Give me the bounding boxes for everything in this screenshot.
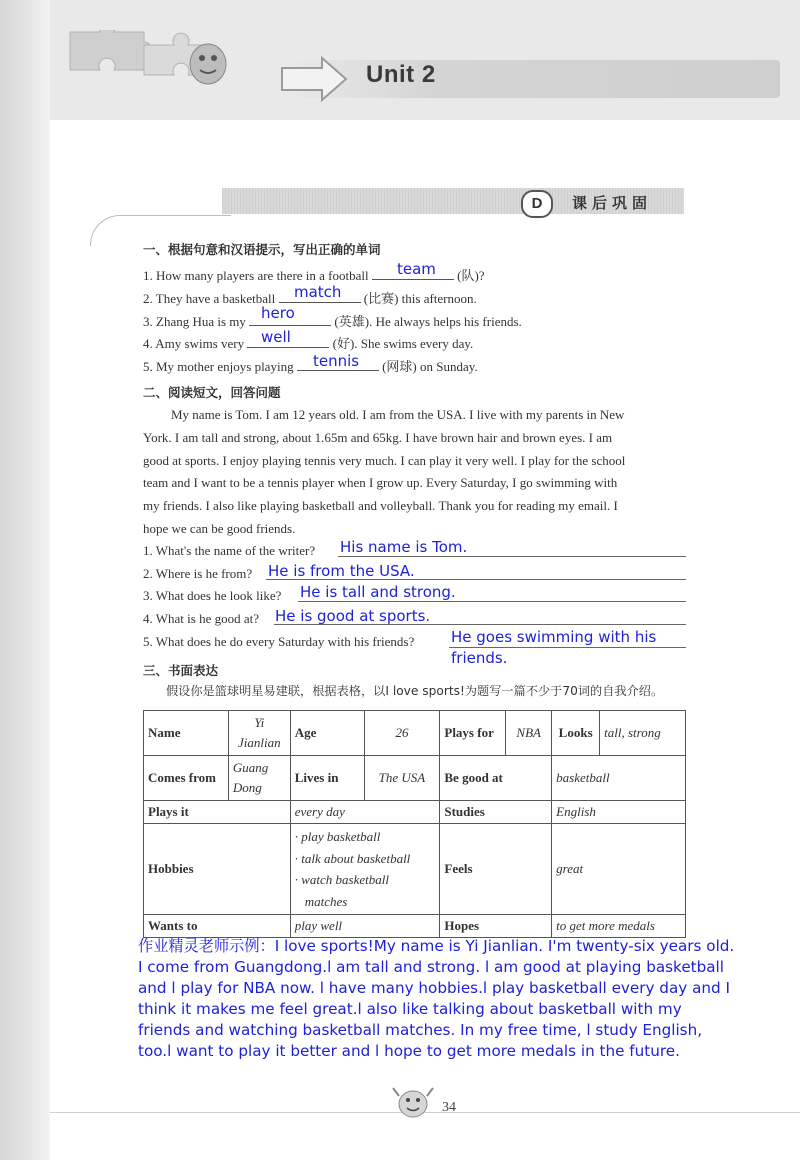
hobbies-value: [290, 824, 440, 915]
answer-5-continued: friends.: [451, 649, 508, 667]
age-value: 26: [364, 711, 440, 756]
fill-blank-item-1: 1. How many players are there in a football (队)?: [143, 265, 485, 284]
fill-blank-answer-1: team: [397, 260, 436, 278]
plays-for-value: NBA: [506, 711, 552, 756]
question-1: 1. What's the name of the writer?: [143, 543, 316, 558]
passage-line-1: My name is Tom. I am 12 years old. I am from the USA. I live with my parents in New: [171, 407, 625, 422]
page-number: 34: [442, 1100, 456, 1115]
question-5: 5. What does he do every Saturday with his friends?: [143, 634, 415, 649]
name-label: Name: [144, 711, 229, 756]
question-2: 2. Where is he from?: [143, 566, 253, 581]
answer-5: He goes swimming with his: [451, 628, 657, 646]
fill-blank-item-2: 2. They have a basketball (比赛) this afternoon.: [143, 288, 477, 307]
hobby-item: · watch basketball: [294, 872, 389, 887]
wants-to-label: Wants to: [144, 915, 291, 938]
answer-line-3: [298, 601, 686, 602]
looks-label: Looks: [552, 711, 600, 756]
hobby-item: · talk about basketball: [294, 850, 411, 866]
hobbies-label: Hobbies: [144, 824, 291, 915]
hobby-item: · play basketball: [294, 829, 381, 844]
answer-line-5: [449, 647, 686, 648]
fill-blank-answer-2: match: [294, 283, 342, 301]
table-row: [144, 915, 686, 938]
question-4: 4. What is he good at?: [143, 611, 260, 626]
fill-blank-item-4: 4. Amy swims very (好). She swims every day.: [143, 333, 473, 352]
comes-from-value: Guang Dong: [228, 756, 290, 801]
table-row: [144, 756, 686, 801]
looks-value: tall, strong: [600, 711, 686, 756]
part1-heading: 一、根据句意和汉语提示，写出正确的单词: [143, 242, 381, 257]
lives-in-value: The USA: [364, 756, 440, 801]
reading-passage: [143, 404, 688, 541]
passage-line-6: hope we can be good friends.: [143, 520, 296, 536]
passage-line-2: York. I am tall and strong, about 1.65m and 65kg. I have brown hair and brown eyes. I am: [143, 429, 613, 445]
section-title: 课后巩固: [572, 194, 653, 212]
plays-it-value: every day: [290, 801, 440, 824]
answer-3: He is tall and strong.: [300, 583, 456, 601]
studies-label: Studies: [440, 801, 552, 824]
comes-from-label: Comes from: [144, 756, 229, 801]
good-at-label: Be good at: [440, 756, 552, 801]
studies-value: English: [552, 801, 686, 824]
answer-2: He is from the USA.: [268, 562, 415, 580]
part3-heading: 三、书面表达: [143, 663, 219, 678]
fill-blank-answer-4: well: [261, 328, 291, 346]
fill-blank-answer-3: hero: [261, 304, 295, 322]
passage-line-5: my friends. I also like playing basketball and volleyball. Thank you for reading my email. I: [143, 498, 618, 514]
question-3: 3. What does he look like?: [143, 588, 282, 603]
feels-value: great: [552, 824, 686, 915]
puzzle-mascot-icon: [60, 30, 260, 100]
feels-label: Feels: [440, 824, 552, 915]
unit-title: Unit 2: [366, 61, 436, 88]
plays-for-label: Plays for: [440, 711, 506, 756]
writing-instruction: 假设你是篮球明星易建联，根据表格，以I love sports!为题写一篇不少于70词的自我介绍。: [166, 684, 664, 698]
passage-line-3: good at sports. I enjoy playing tennis very much. I can play it very well. I play for the school: [143, 452, 626, 468]
mascot-icon: [390, 1082, 436, 1122]
answer-1: His name is Tom.: [340, 538, 468, 556]
lives-in-label: Lives in: [290, 756, 364, 801]
name-value: Yi Jianlian: [228, 711, 290, 756]
hopes-value: to get more medals: [552, 915, 686, 938]
fill-blank-answer-5: tennis: [313, 352, 360, 370]
part2-heading: 二、阅读短文，回答问题: [143, 385, 281, 400]
plays-it-label: Plays it: [144, 801, 291, 824]
age-label: Age: [290, 711, 364, 756]
profile-table: [143, 710, 686, 938]
arrow-icon: [280, 56, 350, 102]
fill-blank-item-5: 5. My mother enjoys playing (网球) on Sunday.: [143, 356, 478, 375]
hobby-item: matches: [304, 893, 348, 909]
table-row: [144, 824, 686, 915]
table-row: [144, 711, 686, 756]
answer-line-1: [338, 556, 686, 557]
section-badge: D: [521, 190, 553, 218]
answer-4: He is good at sports.: [275, 607, 431, 625]
table-row: [144, 801, 686, 824]
unit-banner: [290, 60, 780, 98]
fill-blank-item-3: 3. Zhang Hua is my (英雄). He always helps his friends.: [143, 311, 522, 330]
good-at-value: basketball: [552, 756, 686, 801]
left-margin-strip: [0, 0, 50, 1160]
sample-composition: 作业精灵老师示例：I love sports!My name is Yi Jianlian. I'm twenty-six years old. I come from Guangdong.l am tall and strong. l am good at playing basketball and l play for NBA now. l have many hobbies.l play basketball every day and I think it makes me feel great.l also like talking about basketball with my friends and watching basketball matches. In my free time, l study English, too.l want to play it better and l hope to get more medals in the future.: [138, 937, 735, 1060]
passage-line-4: team and I want to be a tennis player when I grow up. Every Saturday, I go swimming with: [143, 475, 618, 491]
wants-to-value: play well: [290, 915, 440, 938]
hopes-label: Hopes: [440, 915, 552, 938]
